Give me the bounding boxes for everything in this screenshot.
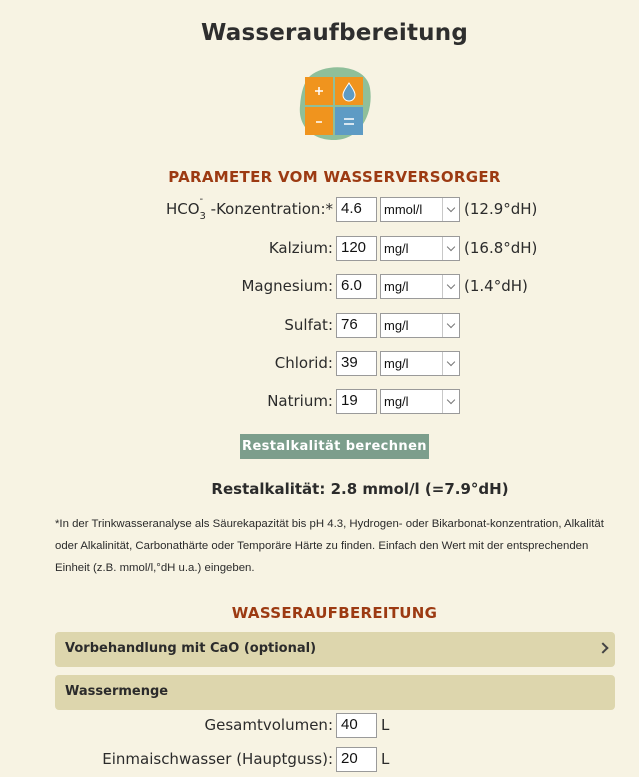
supplier-heading: PARAMETER VOM WASSERVERSORGER bbox=[168, 168, 501, 186]
sodium-label: Natrium: bbox=[267, 392, 333, 410]
magnesium-input[interactable]: 6.0 bbox=[336, 274, 377, 299]
chloride-unit-select[interactable]: mg/l bbox=[380, 351, 460, 376]
sulfate-label: Sulfat: bbox=[284, 316, 333, 334]
sodium-input[interactable]: 19 bbox=[336, 389, 377, 414]
total-volume-input[interactable]: 40 bbox=[336, 713, 377, 738]
calcium-row bbox=[0, 236, 639, 262]
calcium-label: Kalzium: bbox=[268, 239, 333, 257]
magnesium-row bbox=[0, 274, 639, 300]
hco3-row bbox=[0, 194, 639, 223]
hco3-dh: (12.9°dH) bbox=[464, 200, 538, 218]
chevron-down-icon bbox=[442, 275, 459, 298]
sulfate-input[interactable]: 76 bbox=[336, 313, 377, 338]
chevron-down-icon bbox=[442, 237, 459, 260]
calcium-input[interactable]: 120 bbox=[336, 236, 377, 261]
total-volume-label: Gesamtvolumen: bbox=[204, 716, 333, 734]
chevron-down-icon bbox=[442, 314, 459, 337]
calcium-unit-select[interactable]: mg/l bbox=[380, 236, 460, 261]
calcium-dh: (16.8°dH) bbox=[464, 239, 538, 257]
pretreatment-accordion[interactable] bbox=[55, 632, 615, 667]
page-title: Wasseraufbereitung bbox=[201, 20, 468, 46]
total-volume-row bbox=[0, 713, 639, 739]
water-amount-label: Wassermenge bbox=[65, 684, 169, 699]
hco3-input[interactable]: 4.6 bbox=[336, 197, 377, 222]
calculate-residual-alkalinity-button[interactable]: Restalkalität berechnen bbox=[240, 434, 429, 459]
mash-water-input[interactable]: 20 bbox=[336, 747, 377, 772]
sodium-unit-select[interactable]: mg/l bbox=[380, 389, 460, 414]
chevron-down-icon bbox=[442, 390, 459, 413]
hco3-label: $HCO_3$ - -Konzentration:* bbox=[165, 194, 333, 222]
magnesium-unit-select[interactable]: mg/l bbox=[380, 274, 460, 299]
sulfate-row bbox=[0, 313, 639, 339]
chevron-down-icon bbox=[442, 352, 459, 375]
sulfate-unit-select[interactable]: mg/l bbox=[380, 313, 460, 338]
calculator-logo bbox=[296, 66, 374, 142]
equals-icon bbox=[335, 107, 363, 135]
chevron-down-icon bbox=[442, 198, 459, 221]
sodium-row bbox=[0, 389, 639, 415]
mash-water-row bbox=[0, 747, 639, 773]
magnesium-dh: (1.4°dH) bbox=[464, 277, 528, 295]
hco3-unit-select[interactable]: mmol/l bbox=[380, 197, 460, 222]
chevron-right-icon bbox=[597, 642, 608, 653]
mash-water-label: Einmaischwasser (Hauptguss): bbox=[102, 750, 333, 768]
total-volume-unit: L bbox=[381, 716, 390, 734]
treatment-heading: WASSERAUFBEREITUNG bbox=[231, 604, 438, 622]
mash-water-unit: L bbox=[381, 750, 390, 768]
chloride-row bbox=[0, 351, 639, 377]
water-amount-section bbox=[55, 675, 615, 710]
chloride-input[interactable]: 39 bbox=[336, 351, 377, 376]
chloride-label: Chlorid: bbox=[274, 354, 333, 372]
magnesium-label: Magnesium: bbox=[241, 277, 333, 295]
footnote: *In der Trinkwasseranalyse als Säurekapazität bis pH 4.3, Hydrogen- oder Bikarbonat-konzentration, Alkalität oder Alkalinität, Carbonathärte oder Temporäre Härte zu finden. Einfach den Wert mit der entsprechenden Einheit (z.B. mmol/l,°dH u.a.) eingeben. bbox=[55, 518, 604, 574]
pretreatment-label: Vorbehandlung mit CaO (optional) bbox=[65, 641, 317, 656]
result-text: Restalkalität: 2.8 mmol/l (=7.9°dH) bbox=[211, 480, 509, 498]
minus-icon bbox=[305, 107, 333, 135]
